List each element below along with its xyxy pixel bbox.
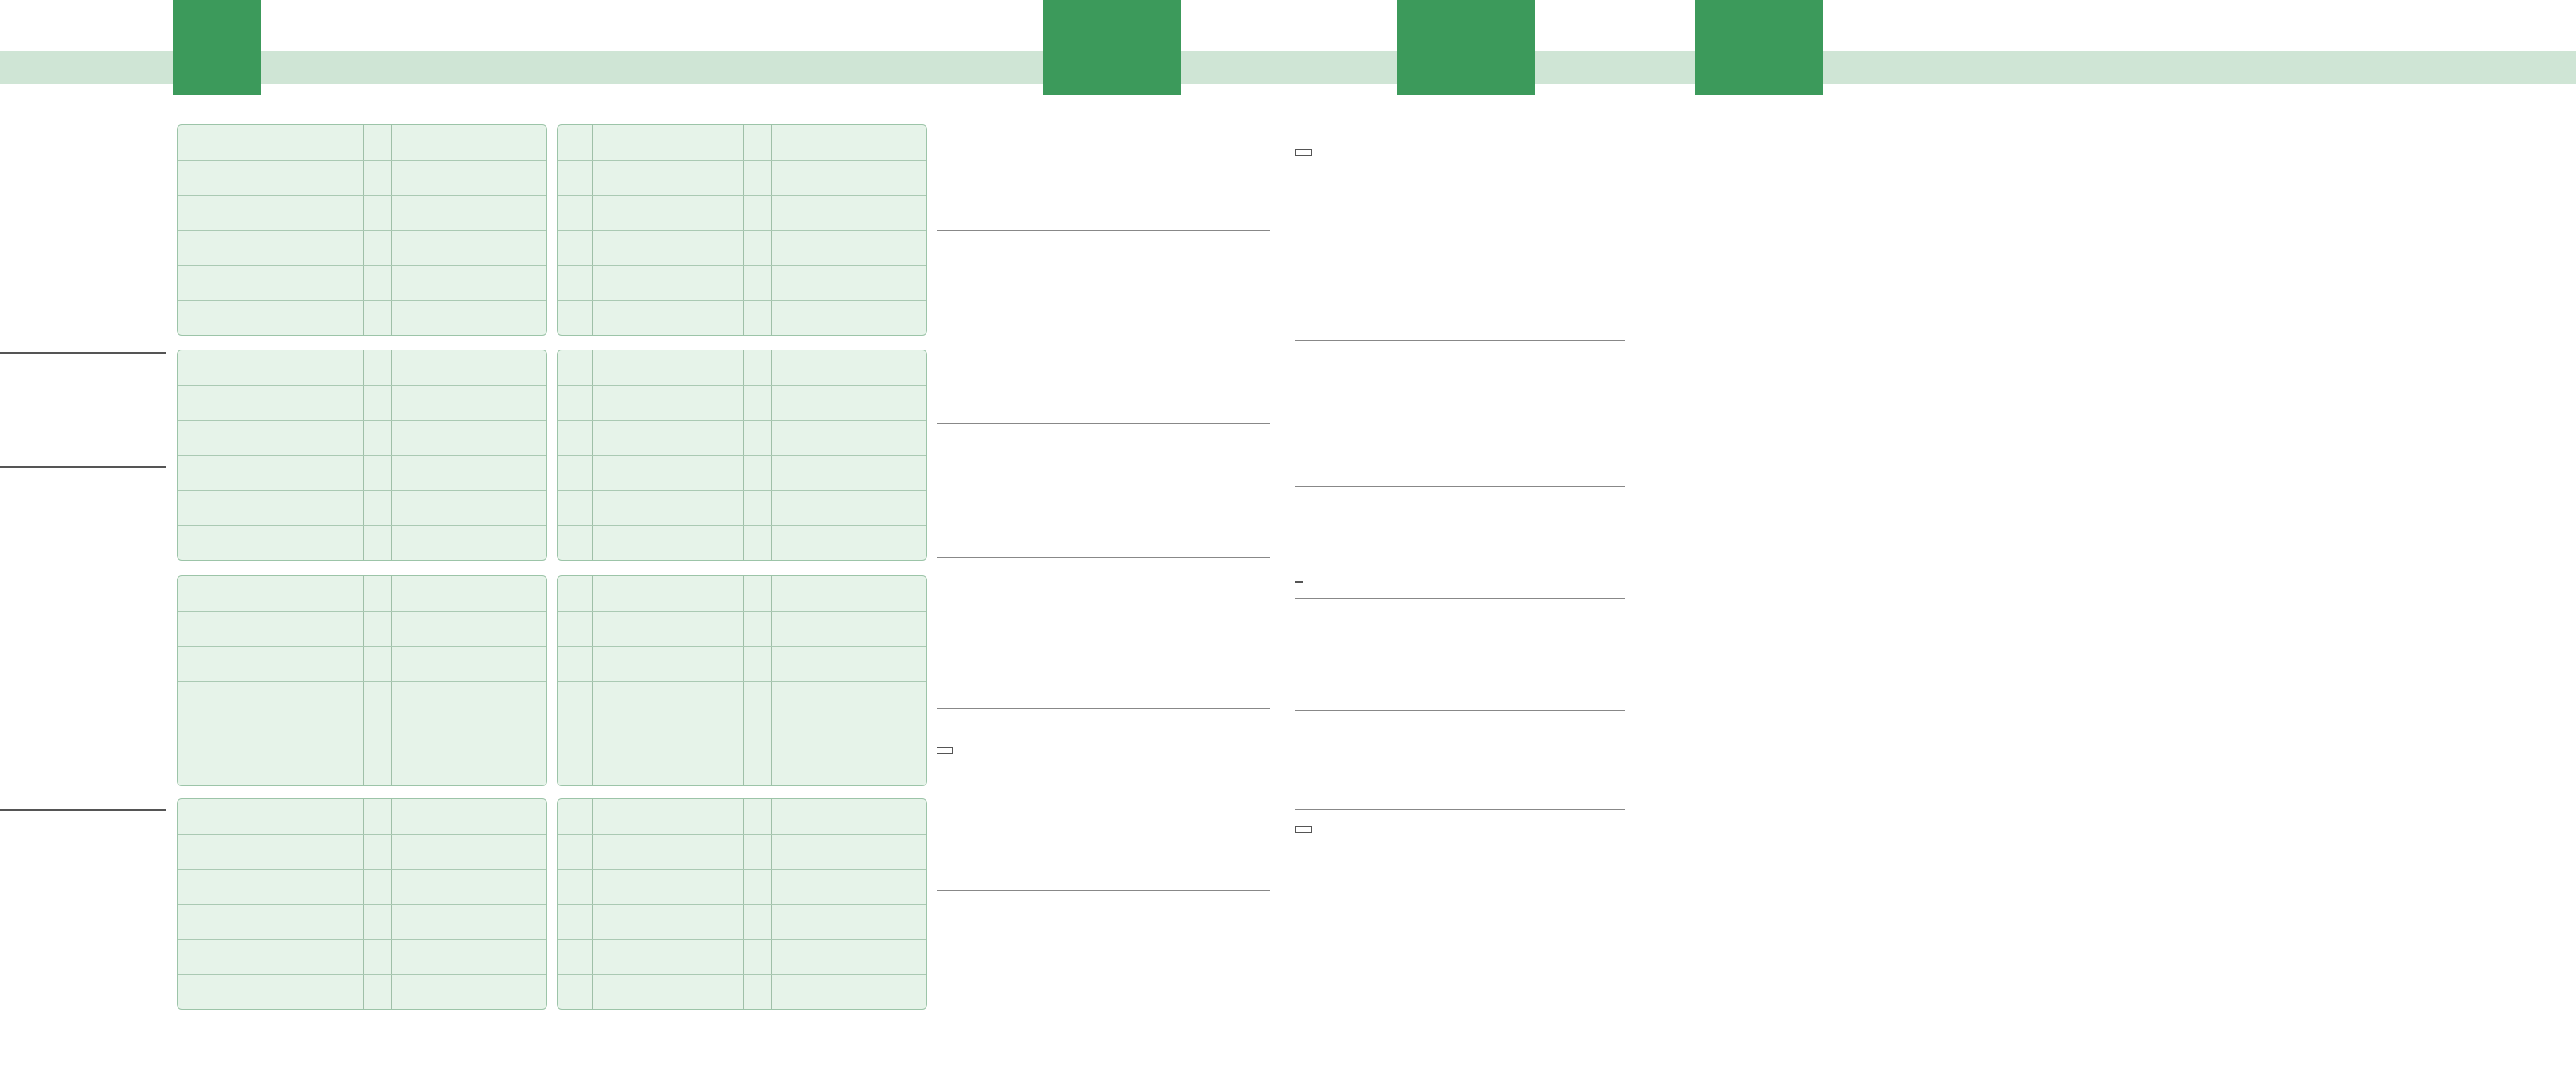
tab-cell-meetings: [173, 0, 261, 95]
group-label: [9, 593, 175, 694]
section-divider: [1295, 809, 1625, 810]
group-subtitle: [44, 248, 175, 267]
section-divider: [937, 890, 1270, 891]
table-row: [178, 751, 547, 785]
section-divider: [1295, 598, 1625, 599]
table-row: [178, 125, 547, 159]
table-row: [558, 974, 927, 1008]
table-row: [178, 350, 547, 384]
nanuri-title: [1295, 149, 1312, 156]
table-row: [178, 525, 547, 559]
table-row: [178, 490, 547, 524]
group-label: [9, 943, 175, 1044]
tab-social-works: [1043, 0, 1181, 95]
cell-district-block: [177, 575, 547, 786]
group-label: [9, 248, 175, 350]
table-row: [178, 611, 547, 645]
table-row: [178, 904, 547, 938]
senior-center-title: [1295, 576, 1303, 583]
table-row: [558, 125, 927, 159]
cell-district-block: [557, 575, 927, 786]
group-label: [9, 138, 175, 239]
table-row: [558, 195, 927, 229]
table-row: [558, 385, 927, 419]
table-row: [558, 681, 927, 715]
table-row: [178, 834, 547, 868]
group-divider: [0, 352, 166, 354]
group-divider: [0, 809, 166, 811]
table-row: [178, 160, 547, 194]
table-row: [178, 939, 547, 973]
library-title: [1295, 826, 1312, 833]
table-row: [178, 455, 547, 489]
table-row: [178, 974, 547, 1008]
table-row: [178, 716, 547, 750]
section-divider: [1295, 340, 1625, 341]
group-subtitle: [44, 478, 175, 497]
table-row: [558, 300, 927, 334]
table-row: [178, 681, 547, 715]
table-row: [178, 869, 547, 903]
group-subtitle: [44, 943, 175, 961]
table-row: [558, 869, 927, 903]
section-divider: [1295, 710, 1625, 711]
section-divider: [937, 708, 1270, 709]
table-row: [558, 904, 927, 938]
section-divider: [937, 423, 1270, 424]
table-row: [558, 611, 927, 645]
table-row: [178, 646, 547, 680]
table-row: [178, 576, 547, 610]
group-subtitle: [44, 706, 175, 725]
table-row: [558, 490, 927, 524]
table-row: [558, 160, 927, 194]
group-subtitle: [44, 363, 175, 382]
table-row: [178, 195, 547, 229]
table-row: [558, 455, 927, 489]
section-divider: [1295, 486, 1625, 487]
group-label: [9, 828, 175, 929]
table-row: [558, 716, 927, 750]
group-label: [9, 363, 175, 464]
table-row: [558, 265, 927, 299]
table-row: [558, 646, 927, 680]
group-label: [9, 706, 175, 808]
table-row: [178, 230, 547, 264]
youth-welfare-title: [937, 747, 953, 754]
table-row: [178, 385, 547, 419]
tab-offerings: [1695, 0, 1823, 95]
group-subtitle: [44, 593, 175, 612]
group-subtitle: [44, 828, 175, 846]
section-divider: [937, 230, 1270, 231]
cell-district-block: [177, 124, 547, 336]
tab-community-center: [1397, 0, 1535, 95]
table-row: [558, 350, 927, 384]
cell-district-block: [557, 350, 927, 561]
table-row: [178, 799, 547, 833]
table-row: [558, 230, 927, 264]
group-label: [9, 478, 175, 579]
cell-district-block: [557, 124, 927, 336]
table-row: [178, 265, 547, 299]
table-row: [558, 939, 927, 973]
cell-district-block: [177, 798, 547, 1010]
table-row: [178, 420, 547, 454]
table-row: [178, 300, 547, 334]
group-subtitle: [44, 138, 175, 156]
table-row: [558, 420, 927, 454]
cell-district-block: [177, 350, 547, 561]
table-row: [558, 576, 927, 610]
cell-district-block: [557, 798, 927, 1010]
group-divider: [0, 466, 166, 468]
table-row: [558, 525, 927, 559]
section-divider: [937, 557, 1270, 558]
table-row: [558, 751, 927, 785]
table-row: [558, 799, 927, 833]
table-row: [558, 834, 927, 868]
header-band: [0, 51, 2576, 84]
